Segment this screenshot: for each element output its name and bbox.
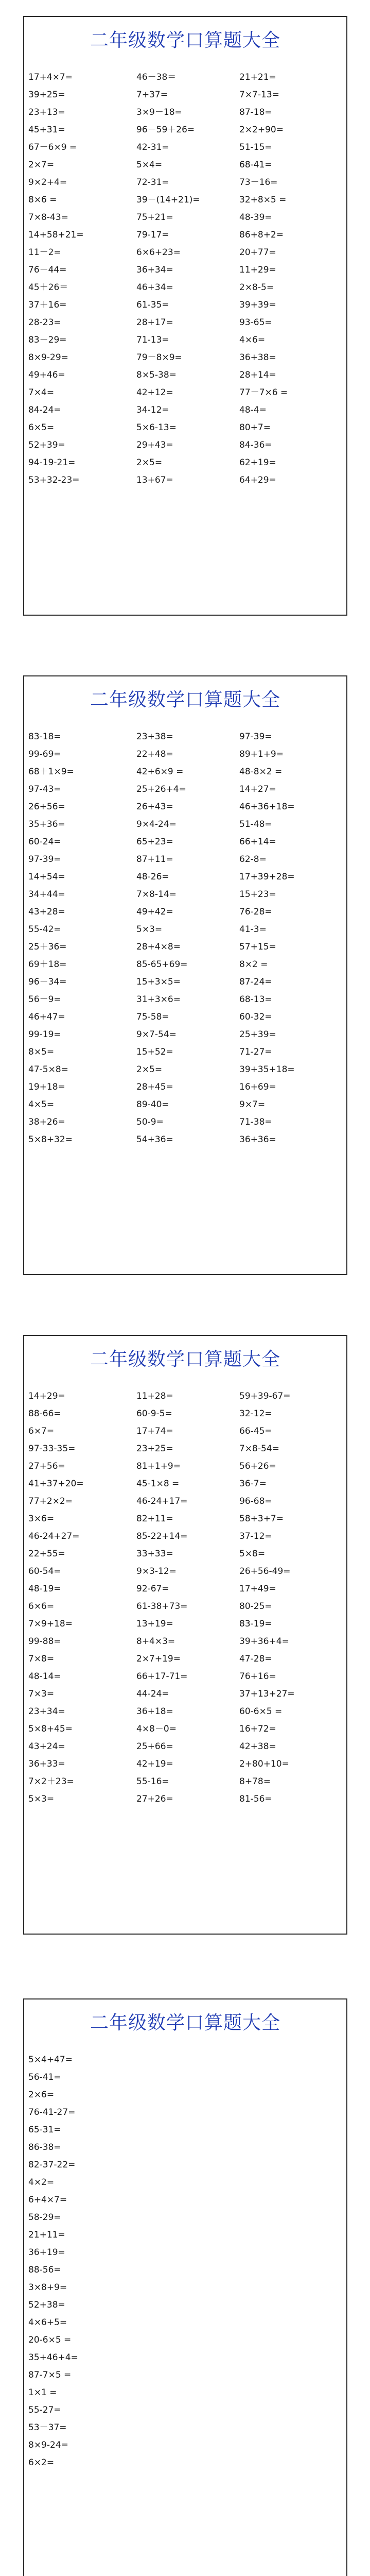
- problem-item: 39+36+4=: [239, 1636, 289, 1647]
- problem-item: 61-38+73=: [136, 1601, 188, 1612]
- problem-item: 88-66=: [28, 1409, 61, 1419]
- problem-item: 37+13+27=: [239, 1689, 295, 1699]
- problem-item: 5×4+47=: [28, 2055, 73, 2065]
- problem-item: 22+48=: [136, 749, 173, 759]
- problem-item: 58+3+7=: [239, 1514, 284, 1524]
- problem-item: 14+58+21=: [28, 230, 84, 240]
- problem-item: 20+77=: [239, 247, 276, 258]
- problem-item: 79-17=: [136, 230, 169, 240]
- problem-item: 46-24+27=: [28, 1531, 80, 1541]
- problem-item: 3×9－18=: [136, 107, 182, 117]
- problem-item: 4×6=: [239, 335, 266, 345]
- problem-item: 4×2=: [28, 2177, 55, 2188]
- problem-item: 6×2=: [28, 2458, 55, 2468]
- problem-item: 67－6×9 =: [28, 142, 77, 152]
- problem-item: 42-31=: [136, 142, 169, 152]
- problem-item: 68-41=: [239, 160, 272, 170]
- problem-item: 2×6=: [28, 2090, 55, 2100]
- problem-item: 46-24+17=: [136, 1496, 188, 1506]
- problem-item: 35+36=: [28, 819, 65, 829]
- problem-item: 88-56=: [28, 2265, 61, 2275]
- problem-item: 9×7=: [239, 1099, 266, 1110]
- problem-item: 83-18=: [28, 732, 61, 742]
- problem-item: 62-8=: [239, 854, 267, 865]
- problem-item: 17+4×7=: [28, 72, 73, 82]
- problem-item: 53－37=: [28, 2422, 67, 2433]
- problem-item: 2×7=: [28, 160, 55, 170]
- problem-item: 36-7=: [239, 1479, 267, 1489]
- problem-item: 60-54=: [28, 1566, 61, 1577]
- problem-item: 9×2+4=: [28, 177, 67, 188]
- problem-item: 26+43=: [136, 802, 173, 812]
- problem-item: 41+37+20=: [28, 1479, 84, 1489]
- problem-item: 7×4=: [28, 387, 55, 398]
- problem-item: 42+12=: [136, 387, 173, 398]
- problem-item: 75-58=: [136, 1012, 169, 1022]
- problem-item: 80-25=: [239, 1601, 272, 1612]
- problem-item: 45-1×8 =: [136, 1479, 180, 1489]
- problem-item: 2+80+10=: [239, 1759, 289, 1769]
- problem-item: 17+74=: [136, 1426, 173, 1436]
- problem-item: 43+24=: [28, 1741, 65, 1752]
- problem-grid: [28, 69, 343, 489]
- problem-item: 19+18=: [28, 1082, 65, 1092]
- problem-item: 76-28=: [239, 907, 272, 917]
- problem-item: 11+29=: [239, 265, 276, 275]
- problem-grid: [28, 2051, 343, 2471]
- problem-item: 60-6×5 =: [239, 1706, 283, 1717]
- problem-item: 73－16=: [239, 177, 278, 188]
- problem-item: 25+39=: [239, 1029, 276, 1040]
- problem-item: 81-56=: [239, 1794, 272, 1804]
- problem-item: 25+26+4=: [136, 784, 186, 794]
- problem-item: 48-4=: [239, 405, 267, 415]
- problem-item: 72-31=: [136, 177, 169, 188]
- problem-item: 17+39+28=: [239, 872, 295, 882]
- problem-item: 50-9=: [136, 1117, 164, 1127]
- problem-item: 32+8×5 =: [239, 195, 287, 205]
- problem-item: 54+36=: [136, 1134, 173, 1145]
- problem-item: 56－9=: [28, 994, 61, 1005]
- problem-item: 35+46+4=: [28, 2352, 78, 2363]
- problem-item: 4×6+5=: [28, 2317, 67, 2328]
- problem-item: 6×5=: [28, 422, 55, 433]
- problem-item: 8×2 =: [239, 959, 268, 970]
- problem-item: 36+33=: [28, 1759, 65, 1769]
- problem-item: 46－38＝: [136, 72, 177, 82]
- problem-item: 96－34=: [28, 977, 67, 987]
- problem-item: 28+14=: [239, 370, 276, 380]
- problem-item: 80+7=: [239, 422, 271, 433]
- problem-item: 9×3-12=: [136, 1566, 177, 1577]
- problem-item: 77+2×2=: [28, 1496, 73, 1506]
- problem-item: 46+47=: [28, 1012, 65, 1022]
- problem-item: 27+26=: [136, 1794, 173, 1804]
- problem-item: 97-39=: [239, 732, 272, 742]
- problem-item: 5×8=: [239, 1549, 266, 1559]
- problem-item: 51-15=: [239, 142, 272, 152]
- problem-item: 96-68=: [239, 1496, 272, 1506]
- problem-item: 47-5×8=: [28, 1064, 68, 1075]
- problem-item: 64+29=: [239, 475, 276, 485]
- problem-item: 85-22+14=: [136, 1531, 188, 1541]
- worksheet-page-4: [23, 1998, 347, 2576]
- problem-item: 85-65+69=: [136, 959, 188, 970]
- problem-item: 68-13=: [239, 994, 272, 1005]
- problem-item: 46+34=: [136, 282, 173, 293]
- problem-item: 65-31=: [28, 2125, 61, 2135]
- problem-item: 23+38=: [136, 732, 173, 742]
- problem-item: 55-16=: [136, 1776, 169, 1787]
- problem-item: 4×5=: [28, 1099, 55, 1110]
- problem-item: 58-29=: [28, 2212, 61, 2223]
- problem-item: 8×9-24=: [28, 2440, 68, 2450]
- problem-item: 25+66=: [136, 1741, 173, 1752]
- problem-item: 9×7-54=: [136, 1029, 177, 1040]
- problem-item: 60-24=: [28, 837, 61, 847]
- problem-item: 43+28=: [28, 907, 65, 917]
- problem-item: 56-41=: [28, 2072, 61, 2082]
- worksheet-page-3: [23, 1335, 347, 1935]
- problem-item: 93-65=: [239, 317, 272, 328]
- problem-item: 49+46=: [28, 370, 65, 380]
- problem-item: 7×8-54=: [239, 1444, 279, 1454]
- problem-item: 48-14=: [28, 1671, 61, 1682]
- problem-item: 7×8-43=: [28, 212, 68, 223]
- problem-item: 15+23=: [239, 889, 276, 900]
- problem-item: 5×3=: [28, 1794, 55, 1804]
- problem-item: 21+21=: [239, 72, 276, 82]
- problem-item: 92-67=: [136, 1584, 169, 1594]
- problem-item: 7×9+18=: [28, 1619, 73, 1629]
- problem-item: 11+28=: [136, 1391, 173, 1401]
- problem-item: 28+45=: [136, 1082, 173, 1092]
- problem-item: 84-24=: [28, 405, 61, 415]
- problem-item: 8×5=: [28, 1047, 55, 1057]
- worksheet-page-1: [23, 16, 347, 616]
- problem-item: 15+3×5=: [136, 977, 181, 987]
- problem-item: 39+39=: [239, 300, 276, 310]
- problem-item: 7+37=: [136, 90, 168, 100]
- problem-item: 14+54=: [28, 872, 65, 882]
- problem-item: 37＋16=: [28, 300, 67, 310]
- problem-item: 83－29=: [28, 335, 67, 345]
- problem-item: 9×4-24=: [136, 819, 177, 829]
- problem-item: 2×7+19=: [136, 1654, 181, 1664]
- problem-item: 42+6×9 =: [136, 767, 184, 777]
- problem-item: 6×6=: [28, 1601, 55, 1612]
- problem-item: 76-41-27=: [28, 2107, 76, 2117]
- problem-item: 79－8×9=: [136, 352, 182, 363]
- problem-item: 71-27=: [239, 1047, 272, 1057]
- problem-item: 45+31=: [28, 125, 65, 135]
- problem-item: 52+39=: [28, 440, 65, 450]
- problem-item: 2×5=: [136, 457, 163, 468]
- page-title: 二年级数学口算题大全: [90, 689, 280, 710]
- problem-item: 2×8-5=: [239, 282, 274, 293]
- problem-item: 3×6=: [28, 1514, 55, 1524]
- problem-item: 17+49=: [239, 1584, 276, 1594]
- problem-item: 36+36=: [239, 1134, 276, 1145]
- problem-item: 87-18=: [239, 107, 272, 117]
- problem-item: 86-38=: [28, 2142, 61, 2153]
- problem-item: 94-19-21=: [28, 457, 76, 468]
- problem-item: 36+38=: [239, 352, 276, 363]
- problem-item: 33+33=: [136, 1549, 173, 1559]
- problem-item: 2×2+90=: [239, 125, 284, 135]
- problem-item: 99-88=: [28, 1636, 61, 1647]
- problem-item: 87-24=: [239, 977, 272, 987]
- problem-grid: [28, 728, 343, 1148]
- problem-item: 62+19=: [239, 457, 276, 468]
- problem-item: 5×8+32=: [28, 1134, 73, 1145]
- problem-item: 1×1 =: [28, 2387, 57, 2398]
- problem-item: 60-32=: [239, 1012, 272, 1022]
- problem-item: 26+56=: [28, 802, 65, 812]
- problem-item: 87-7×5 =: [28, 2370, 72, 2380]
- problem-item: 8×6 =: [28, 195, 57, 205]
- problem-item: 23+25=: [136, 1444, 173, 1454]
- problem-item: 39+25=: [28, 90, 65, 100]
- problem-item: 5×6-13=: [136, 422, 177, 433]
- problem-item: 66-45=: [239, 1426, 272, 1436]
- problem-item: 23+34=: [28, 1706, 65, 1717]
- worksheet-page-2: [23, 675, 347, 1275]
- problem-item: 8+78=: [239, 1776, 271, 1787]
- problem-item: 5×8+45=: [28, 1724, 73, 1734]
- problem-item: 23+13=: [28, 107, 65, 117]
- problem-item: 42+19=: [136, 1759, 173, 1769]
- problem-item: 22+55=: [28, 1549, 65, 1559]
- problem-item: 7×3=: [28, 1689, 55, 1699]
- problem-item: 56+26=: [239, 1461, 276, 1471]
- problem-item: 89+1+9=: [239, 749, 284, 759]
- problem-item: 61-35=: [136, 300, 169, 310]
- problem-item: 99-19=: [28, 1029, 61, 1040]
- problem-item: 14+29=: [28, 1391, 65, 1401]
- problem-item: 82+11=: [136, 1514, 173, 1524]
- problem-item: 75+21=: [136, 212, 173, 223]
- problem-item: 76+16=: [239, 1671, 276, 1682]
- problem-item: 6×6+23=: [136, 247, 181, 258]
- problem-item: 83-19=: [239, 1619, 272, 1629]
- problem-item: 66+17-71=: [136, 1671, 188, 1682]
- problem-item: 42+38=: [239, 1741, 276, 1752]
- problem-item: 89-40=: [136, 1099, 169, 1110]
- problem-item: 14+27=: [239, 784, 276, 794]
- problem-item: 71-13=: [136, 335, 169, 345]
- problem-item: 99-69=: [28, 749, 61, 759]
- problem-item: 36+18=: [136, 1706, 173, 1717]
- problem-item: 7×2＋23=: [28, 1776, 74, 1787]
- problem-item: 37-12=: [239, 1531, 272, 1541]
- problem-item: 97-43=: [28, 784, 61, 794]
- problem-item: 77－7×6 =: [239, 387, 288, 398]
- problem-item: 26+56-49=: [239, 1566, 291, 1577]
- problem-item: 7×8=: [28, 1654, 55, 1664]
- problem-item: 59+39-67=: [239, 1391, 291, 1401]
- problem-item: 28+17=: [136, 317, 173, 328]
- problem-item: 66+14=: [239, 837, 276, 847]
- problem-item: 45＋26＝: [28, 282, 68, 293]
- page-title: 二年级数学口算题大全: [90, 1349, 280, 1370]
- problem-item: 27+56=: [28, 1461, 65, 1471]
- problem-item: 5×3=: [136, 924, 163, 935]
- problem-item: 8×5-38=: [136, 370, 177, 380]
- problem-grid: [28, 1387, 343, 1808]
- problem-item: 76－44=: [28, 265, 67, 275]
- page-title: 二年级数学口算题大全: [90, 2012, 280, 2033]
- problem-item: 60-9-5=: [136, 1409, 172, 1419]
- problem-item: 4×8－0=: [136, 1724, 177, 1734]
- problem-item: 21+11=: [28, 2230, 65, 2240]
- problem-item: 82-37-22=: [28, 2160, 76, 2170]
- problem-item: 8×9-29=: [28, 352, 68, 363]
- problem-item: 48-39=: [239, 212, 272, 223]
- problem-item: 86+8+2=: [239, 230, 284, 240]
- problem-item: 48-26=: [136, 872, 169, 882]
- problem-item: 71-38=: [239, 1117, 272, 1127]
- problem-item: 36+34=: [136, 265, 173, 275]
- problem-item: 57+15=: [239, 942, 276, 952]
- problem-item: 15+52=: [136, 1047, 173, 1057]
- problem-item: 6+4×7=: [28, 2195, 67, 2205]
- problem-item: 38+26=: [28, 1117, 65, 1127]
- problem-item: 39－(14+21)=: [136, 195, 200, 205]
- problem-item: 96－59＋26=: [136, 125, 195, 135]
- problem-item: 69＋18=: [28, 959, 67, 970]
- problem-item: 28-23=: [28, 317, 61, 328]
- problem-item: 97-33-35=: [28, 1444, 76, 1454]
- page-title: 二年级数学口算题大全: [90, 30, 280, 51]
- problem-item: 2×5=: [136, 1064, 163, 1075]
- problem-item: 48-8×2 =: [239, 767, 283, 777]
- problem-item: 87+11=: [136, 854, 173, 865]
- problem-item: 47-28=: [239, 1654, 272, 1664]
- problem-item: 8+4×3=: [136, 1636, 175, 1647]
- problem-item: 36+19=: [28, 2247, 65, 2258]
- problem-item: 84-36=: [239, 440, 272, 450]
- problem-item: 16+72=: [239, 1724, 276, 1734]
- problem-item: 7×8-14=: [136, 889, 177, 900]
- problem-item: 48-19=: [28, 1584, 61, 1594]
- problem-item: 55-42=: [28, 924, 61, 935]
- problem-item: 44-24=: [136, 1689, 169, 1699]
- problem-item: 52+38=: [28, 2300, 65, 2310]
- problem-item: 31+3×6=: [136, 994, 181, 1005]
- problem-item: 34+44=: [28, 889, 65, 900]
- problem-item: 41-3=: [239, 924, 267, 935]
- problem-item: 49+42=: [136, 907, 173, 917]
- problem-item: 25＋36=: [28, 942, 67, 952]
- problem-item: 39+35+18=: [239, 1064, 295, 1075]
- problem-item: 34-12=: [136, 405, 169, 415]
- problem-item: 11－2=: [28, 247, 61, 258]
- problem-item: 81+1+9=: [136, 1461, 181, 1471]
- problem-item: 29+43=: [136, 440, 173, 450]
- problem-item: 55-27=: [28, 2405, 61, 2415]
- problem-item: 20-6×5 =: [28, 2335, 72, 2345]
- problem-item: 46+36+18=: [239, 802, 295, 812]
- problem-item: 97-39=: [28, 854, 61, 865]
- problem-item: 28+4×8=: [136, 942, 181, 952]
- problem-item: 68＋1×9=: [28, 767, 74, 777]
- problem-item: 32-12=: [239, 1409, 272, 1419]
- problem-item: 7×7-13=: [239, 90, 279, 100]
- problem-item: 51-48=: [239, 819, 272, 829]
- problem-item: 13+19=: [136, 1619, 173, 1629]
- problem-item: 53+32-23=: [28, 475, 80, 485]
- problem-item: 13+67=: [136, 475, 173, 485]
- problem-item: 6×7=: [28, 1426, 55, 1436]
- problem-item: 16+69=: [239, 1082, 276, 1092]
- problem-item: 5×4=: [136, 160, 163, 170]
- problem-item: 65+23=: [136, 837, 173, 847]
- problem-item: 3×8+9=: [28, 2282, 67, 2293]
